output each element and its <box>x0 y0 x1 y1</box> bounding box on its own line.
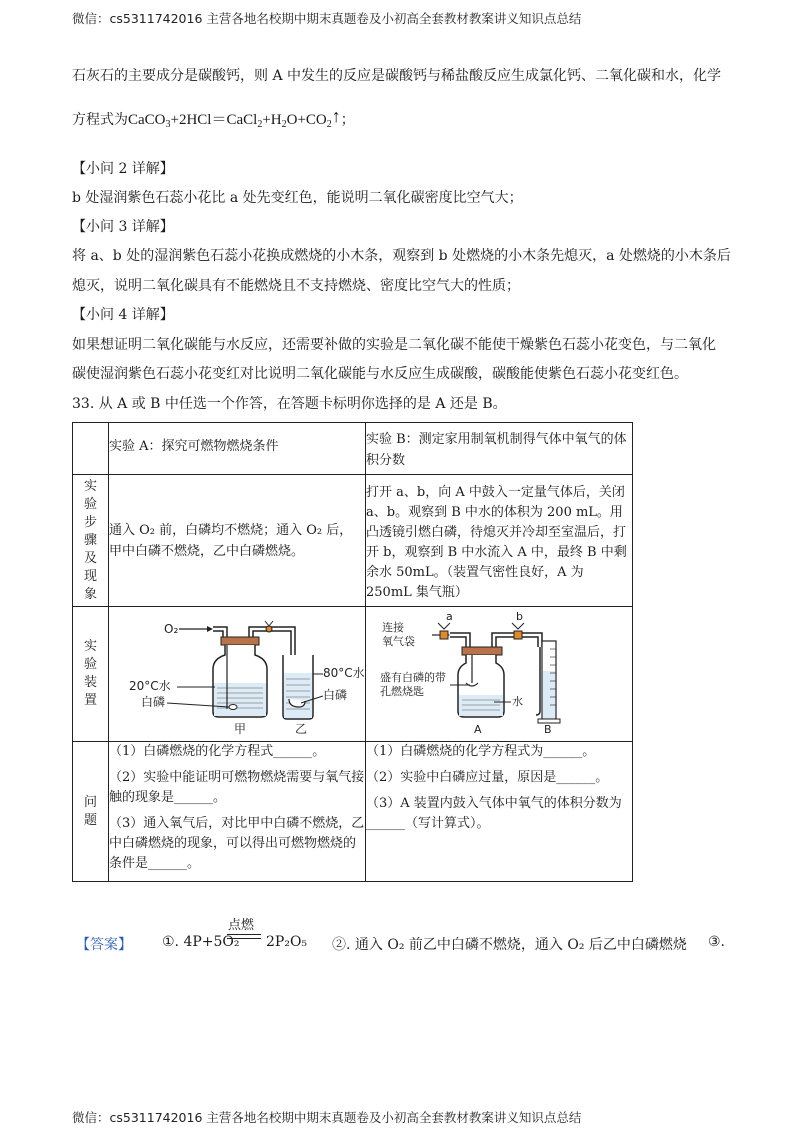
water-label: 水 <box>512 695 523 708</box>
page-header: 微信：cs5311742016 主营各地名校期中期末真题卷及小初高全套教材教案讲义知识点总结 <box>72 11 582 26</box>
equation-prefix: 方程式为 <box>72 112 128 128</box>
spoon-label-2: 孔燃烧匙 <box>380 685 424 698</box>
page-footer: 微信：cs5311742016 主营各地名校期中期末真题卷及小初高全套教材教案讲义知识点总结 <box>72 1110 582 1125</box>
paragraph-line: 石灰石的主要成分是碳酸钙，则 A 中发生的反应是碳酸钙与稀盐酸反应生成氯化钙、二氧化碳和水，化学 <box>72 68 722 84</box>
label-A: A <box>474 723 482 736</box>
paragraph-line: 碳使湿润紫色石蕊小花变红对比说明二氧化碳能与水反应生成碳酸，碳酸能使紫色石蕊小花变红色。 <box>72 366 688 382</box>
question-b2: （2）实验中白磷应过量，原因是______。 <box>366 770 609 785</box>
row-head-questions: 问题 <box>73 742 109 882</box>
white-phosphorus-left-label: 白磷 <box>141 695 166 709</box>
apparatus-b-diagram <box>366 607 632 737</box>
apparatus-b-cell <box>366 607 633 742</box>
answer-part-2: ②. 通入 O₂ 前乙中白磷不燃烧，通入 O₂ 后乙中白磷燃烧 <box>332 937 687 953</box>
answer-label: 【答案】 <box>76 937 132 953</box>
answer-product: 2P₂O₅ <box>266 934 308 950</box>
label-B: B <box>544 723 552 736</box>
question-a3: （3）通入氧气后，对比甲中白磷不燃烧，乙中白磷燃烧的现象，可以得出可燃物燃烧的条件是______。 <box>109 816 365 871</box>
bag-label-2: 氧气袋 <box>382 635 415 648</box>
exp-b-title: 实验 B：测定家用制氧机制得气体中氧气的体积分数 <box>366 423 633 475</box>
condition-line <box>227 938 261 939</box>
bag-label-1: 连接 <box>382 621 404 634</box>
section-title: 【小问 2 详解】 <box>72 161 174 177</box>
chemical-equation: $CaCO_3+2HCl=CaCl_2+H_2O+CO_2↑$ <box>128 106 341 130</box>
question-b3: （3）A 装置内鼓入气体中氧气的体积分数为______（写计算式）。 <box>366 796 622 831</box>
answer-part-1: ①. 4P+5O₂ <box>162 934 240 950</box>
paragraph-line: b 处湿润紫色石蕊小花比 a 处先变红色，能说明二氧化碳密度比空气大； <box>72 190 523 206</box>
o2-label: O₂ <box>164 622 179 636</box>
label-jia: 甲 <box>234 722 247 736</box>
spoon-label-1: 盛有白磷的带 <box>380 671 446 684</box>
answer-part-3: ③. <box>708 934 726 950</box>
paragraph-line: 如果想证明二氧化碳能与水反应，还需要补做的实验是二氧化碳不能使干燥紫色石蕊小花变色，与二氧化 <box>72 337 716 353</box>
white-phosphorus-right-label: 白磷 <box>323 688 348 702</box>
question-a1: （1）白磷燃烧的化学方程式______。 <box>109 744 326 759</box>
exp-a-questions <box>109 742 366 882</box>
label-yi: 乙 <box>295 722 308 736</box>
exp-b-questions <box>366 742 633 882</box>
table-corner <box>73 423 109 475</box>
valve-a-icon <box>438 623 450 639</box>
apparatus-a-cell <box>109 607 366 742</box>
valve-a-label: a <box>446 610 453 623</box>
exp-a-steps: 通入 O₂ 前，白磷均不燃烧；通入 O₂ 后，甲中白磷不燃烧，乙中白磷燃烧。 <box>109 475 366 607</box>
valve-b-icon <box>512 623 524 639</box>
paragraph-line: 将 a、b 处的湿润紫色石蕊小花换成燃烧的小木条，观察到 b 处燃烧的小木条先熄灭，a 处燃烧的小木条后 <box>72 248 731 264</box>
water-80c-label: 80°C水 <box>323 666 365 680</box>
condition-line <box>227 934 261 935</box>
apparatus-a-diagram <box>109 607 365 737</box>
question-b1: （1）白磷燃烧的化学方程式为______。 <box>366 744 596 759</box>
equation-line: 方程式为$CaCO_3+2HCl=CaCl_2+H_2O+CO_2↑$； <box>72 106 355 130</box>
experiment-table <box>72 422 633 882</box>
up-arrow-icon: ↑ <box>331 106 341 126</box>
valve-b-label: b <box>516 610 523 623</box>
paragraph-line: 熄灭，说明二氧化碳具有不能燃烧且不支持燃烧、密度比空气大的性质； <box>72 278 520 294</box>
reaction-condition: 点燃 <box>228 918 255 933</box>
water-20c-label: 20°C水 <box>129 679 171 693</box>
question-a2: （2）实验中能证明可燃物燃烧需要与氧气接触的现象是______。 <box>109 770 365 805</box>
section-title: 【小问 4 详解】 <box>72 307 174 323</box>
question-33: 33. 从 A 或 B 中任选一个作答，在答题卡标明你选择的是 A 还是 B。 <box>72 396 507 412</box>
section-title: 【小问 3 详解】 <box>72 219 174 235</box>
row-head-steps: 实验步骤及现象 <box>73 475 109 607</box>
row-head-apparatus: 实验装置 <box>73 607 109 742</box>
exp-b-steps: 打开 a、b，向 A 中鼓入一定量气体后，关闭 a、b。观察到 B 中水的体积为 200 mL。用凸透镜引燃白磷，待熄灭并冷却至室温后，打开 b，观察到 B 中水流入 A 中，最终 B 中剩余水 50mL。（装置气密性良好，A 为 250mL 集气瓶） <box>366 475 633 607</box>
exp-a-title: 实验 A：探究可燃物燃烧条件 <box>109 423 366 475</box>
